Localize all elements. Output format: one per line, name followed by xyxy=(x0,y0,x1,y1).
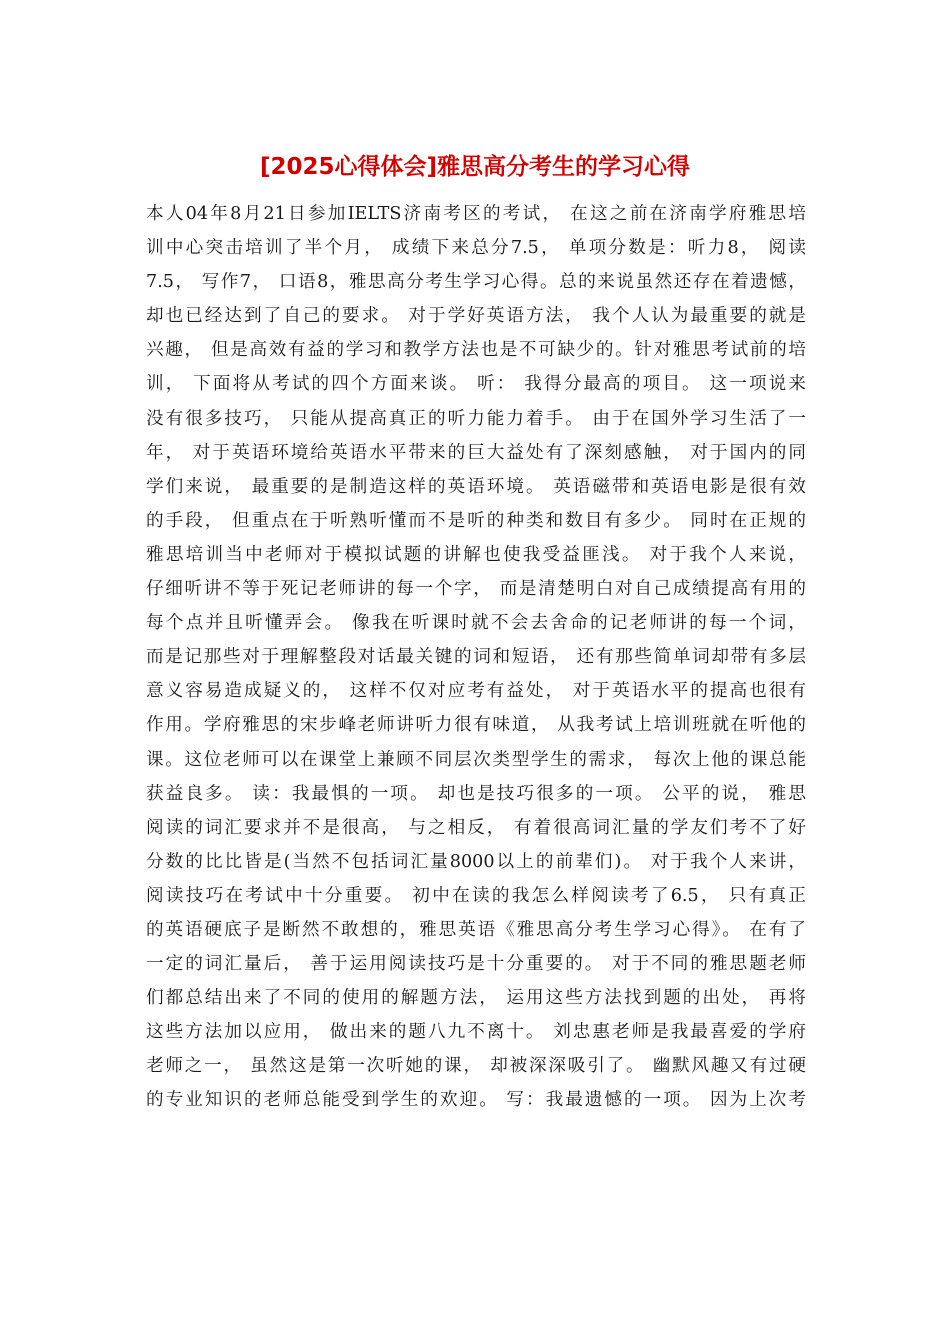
body-line: 的英语硬底子是断然不敢想的，雅思英语《雅思高分考生学习心得》。 在有了 xyxy=(146,919,806,940)
body-line: 7.5， 写作7， 口语8，雅思高分考生学习心得。总的来说虽然还存在着遗憾， xyxy=(146,272,806,293)
body-line: 仔细听讲不等于死记老师讲的每一个字， 而是清楚明白对自己成绩提高有用的 xyxy=(146,579,806,600)
body-line: 的专业知识的老师总能受到学生的欢迎。 写：我最遗憾的一项。 因为上次考 xyxy=(146,1090,806,1111)
body-line: 的手段， 但重点在于听熟听懂而不是听的种类和数目有多少。 同时在正规的 xyxy=(146,510,806,531)
body-line: 每个点并且听懂弄会。 像我在听课时就不会去舍命的记老师讲的每一个词， xyxy=(146,613,806,634)
body-line: 本人04年8月21日参加IELTS济南考区的考试， 在这之前在济南学府雅思培 xyxy=(146,204,806,224)
body-line: 训， 下面将从考试的四个方面来谈。 听： 我得分最高的项目。 这一项说来 xyxy=(146,374,806,395)
body-line: 雅思培训当中老师对于模拟试题的讲解也使我受益匪浅。 对于我个人来说， xyxy=(146,544,806,565)
body-line: 老师之一， 虽然这是第一次听她的课， 却被深深吸引了。 幽默风趣又有过硬 xyxy=(146,1056,806,1077)
body-line: 阅读的词汇要求并不是很高， 与之相反， 有着很高词汇量的学友们考不了好 xyxy=(146,817,806,838)
body-line: 分数的比比皆是(当然不包括词汇量8000以上的前辈们)。 对于我个人来讲， xyxy=(146,851,806,872)
body-line: 获益良多。 读：我最惧的一项。 却也是技巧很多的一项。 公平的说， 雅思 xyxy=(146,783,806,804)
body-line: 没有很多技巧， 只能从提高真正的听力能力着手。 由于在国外学习生活了一 xyxy=(146,408,806,429)
document-body xyxy=(146,197,806,1118)
body-line: 这些方法加以应用， 做出来的题八九不离十。 刘忠惠老师是我最喜爱的学府 xyxy=(146,1022,806,1043)
body-line: 阅读技巧在考试中十分重要。 初中在读的我怎么样阅读考了6.5， 只有真正 xyxy=(146,885,806,906)
document-title: [2025心得体会]雅思高分考生的学习心得 xyxy=(259,154,691,180)
body-line: 而是记那些对于理解整段对话最关键的词和短语， 还有那些简单词却带有多层 xyxy=(146,647,806,668)
body-line: 学们来说， 最重要的是制造这样的英语环境。 英语磁带和英语电影是很有效 xyxy=(146,476,806,497)
body-line: 一定的词汇量后， 善于运用阅读技巧是十分重要的。 对于不同的雅思题老师 xyxy=(146,954,806,975)
body-line: 们都总结出来了不同的使用的解题方法， 运用这些方法找到题的出处， 再将 xyxy=(146,988,806,1009)
body-line: 意义容易造成疑义的， 这样不仅对应考有益处， 对于英语水平的提高也很有 xyxy=(146,681,806,702)
body-line: 却也已经达到了自己的要求。 对于学好英语方法， 我个人认为最重要的就是 xyxy=(146,306,806,327)
body-line: 作用。学府雅思的宋步峰老师讲听力很有味道， 从我考试上培训班就在听他的 xyxy=(146,715,806,736)
body-line: 兴趣， 但是高效有益的学习和教学方法也是不可缺少的。针对雅思考试前的培 xyxy=(146,340,806,361)
body-line: 年， 对于英语环境给英语水平带来的巨大益处有了深刻感触， 对于国内的同 xyxy=(146,442,806,463)
body-line: 课。这位老师可以在课堂上兼顾不同层次类型学生的需求， 每次上他的课总能 xyxy=(146,749,806,770)
body-line: 训中心突击培训了半个月， 成绩下来总分7.5， 单项分数是：听力8， 阅读 xyxy=(146,238,806,259)
